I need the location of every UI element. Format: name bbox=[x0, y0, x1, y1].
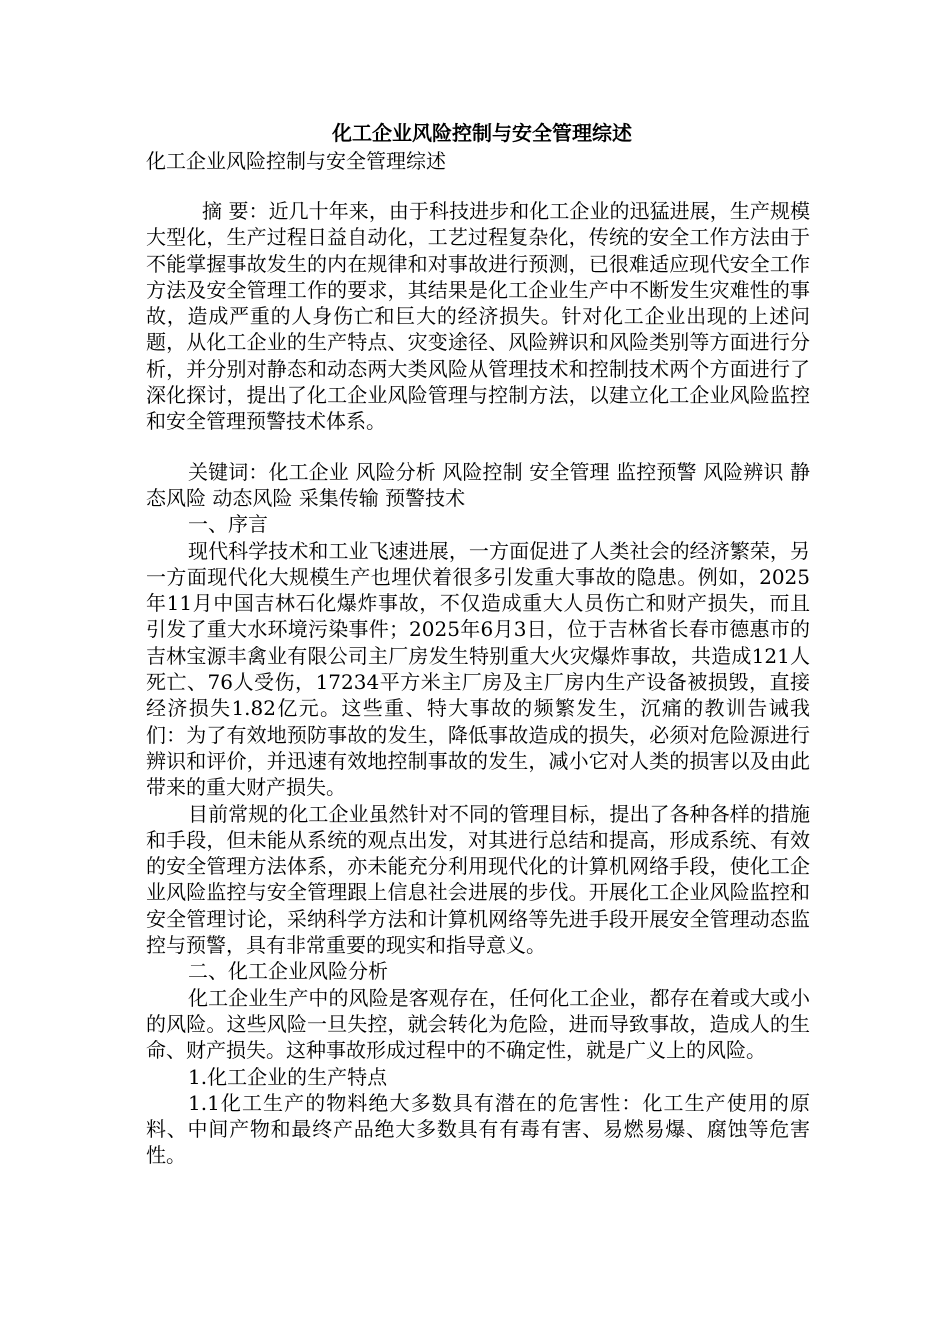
intro-paragraph-2: 目前常规的化工企业虽然针对不同的管理目标，提出了各种各样的措施和手段，但未能从系统的观点出发，对其进行总结和提高，形成系统、有效的安全管理方法体系，亦未能充分利用现代化的计算机网络手段，使化工企业风险监控与安全管理跟上信息社会进展的步伐。开展化工企业风险监控和安全管理讨论，采纳科学方法和计算机网络等先进手段开展安全管理动态监控与预警，具有非常重要的现实和指导意义。 bbox=[146, 801, 810, 958]
document-title: 化工企业风险控制与安全管理综述 bbox=[332, 121, 632, 145]
keywords-paragraph: 关键词：化工企业 风险分析 风险控制 安全管理 监控预警 风险辨识 静态风险 动态风险 采集传输 预警技术 bbox=[146, 459, 810, 510]
subsection-heading-production-features: 1.化工企业的生产特点 bbox=[188, 1064, 388, 1089]
risk-analysis-paragraph: 化工企业生产中的风险是客观存在，任何化工企业，都存在着或大或小的风险。这些风险一旦失控，就会转化为危险，进而导致事故，造成人的生命、财产损失。这种事故形成过程中的不确定性，就是广义上的风险。 bbox=[146, 985, 810, 1063]
section-heading-risk-analysis: 二、化工企业风险分析 bbox=[188, 959, 388, 984]
section-heading-intro: 一、序言 bbox=[188, 512, 268, 537]
document-subtitle: 化工企业风险控制与安全管理综述 bbox=[146, 149, 446, 173]
abstract-paragraph: 摘 要：近几十年来，由于科技进步和化工企业的迅猛进展，生产规模大型化，生产过程日益自动化，工艺过程复杂化，传统的安全工作方法由于不能掌握事故发生的内在规律和对事故进行预测，已很难适应现代安全工作方法及安全管理工作的要求，其结果是化工企业生产中不断发生灾难性的事故，造成严重的人身伤亡和巨大的经济损失。针对化工企业出现的上述问题，从化工企业的生产特点、灾变途径、风险辨识和风险类别等方面进行分析，并分别对静态和动态两大类风险从管理技术和控制技术两个方面进行了深化探讨，提出了化工企业风险管理与控制方法，以建立化工企业风险监控和安全管理预警技术体系。 bbox=[146, 199, 810, 434]
intro-paragraph-1: 现代科学技术和工业飞速进展，一方面促进了人类社会的经济繁荣，另一方面现代化大规模生产也埋伏着很多引发重大事故的隐患。例如，2025年11月中国吉林石化爆炸事故，不仅造成重大人员伤亡和财产损失，而且引发了重大水环境污染事件；2025年6月3日，位于吉林省长春市德惠市的吉林宝源丰禽业有限公司主厂房发生特别重大火灾爆炸事故，共造成121人死亡、76人受伤，17234平方米主厂房及主厂房内生产设备被损毁，直接经济损失1.82亿元。这些重、特大事故的频繁发生，沉痛的教训告诫我们：为了有效地预防事故的发生，降低事故造成的损失，必须对危险源进行辨识和评价，并迅速有效地控制事故的发生，减小它对人类的损害以及由此带来的重大财产损失。 bbox=[146, 538, 810, 800]
production-features-paragraph: 1.1化工生产的物料绝大多数具有潜在的危害性：化工生产使用的原料、中间产物和最终产品绝大多数具有有毒有害、易燃易爆、腐蚀等危害性。 bbox=[146, 1090, 810, 1168]
document-body bbox=[146, 118, 810, 1169]
